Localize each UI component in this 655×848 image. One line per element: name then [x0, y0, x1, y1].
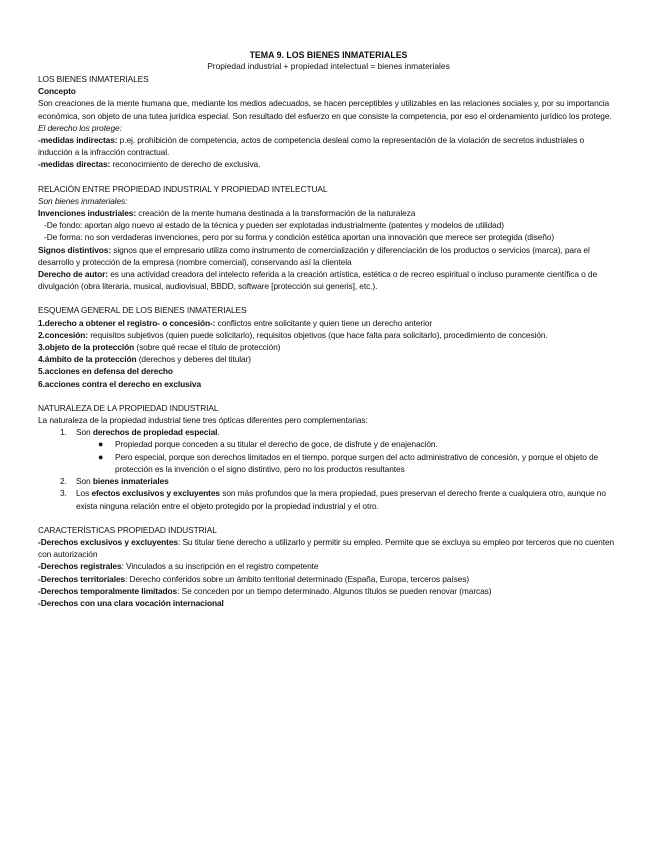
de-fondo: -De fondo: aportan algo nuevo al estado de la técnica y pueden ser explotadas industrialmente (patentes y modelos de utilidad) [44, 220, 504, 231]
caracteristica-item: -Derechos temporalmente limitados: Se conceden por un tiempo determinado. Algunos títulos se pueden renovar (marcas) [38, 585, 492, 596]
caracteristica-item: -Derechos registrales: Vinculados a su inscripción en el registro competente [38, 561, 319, 572]
page-subtitle: Propiedad industrial + propiedad intelectual = bienes inmateriales [207, 61, 450, 71]
list-item: ● Pero especial, porque son derechos limitados en el tiempo, porque surgen del acto administrativo de concesión, y porque el objeto de protección es la invención o el signo distintivo, pero no los productos resultantes [98, 451, 599, 474]
section-caracteristicas [38, 524, 619, 609]
page-title: TEMA 9. LOS BIENES INMATERIALES [249, 50, 408, 60]
signos-distintivos: Signos distintivos: signos que el empresario utiliza como instrumento de comercialización y diferenciación de los productos o servicios (marca), para el desarrollo y protección de la empresa (nombre comercial), conservando así la clientela [38, 244, 590, 267]
section-esquema [38, 304, 619, 389]
concepto-text: Son creaciones de la mente humana que, mediante los medios adecuados, se hacen perceptibles y utilizables en las relaciones sociales y, por su importancia económica, son objeto de una tutea jurídica especial. Son resultado del esfuerzo en que consiste la competencia, por eso el ordenamiento jurídico los protege. [38, 98, 612, 121]
esquema-item: 4.ámbito de la protección (derechos y deberes del titular) [38, 354, 251, 365]
caracteristica-item: -Derechos territoriales: Derecho conferidos sobre un ámbito territorial determinado (España, Europa, terceros países) [38, 573, 470, 584]
bullet-icon: ● [98, 451, 104, 462]
section-bienes-inmateriales [38, 73, 619, 171]
invenciones-industriales: Invenciones industriales: creación de la mente humana destinada a la transformación de la naturaleza [38, 208, 416, 219]
medidas-directas: -medidas directas: reconocimiento de derecho de exclusiva. [38, 159, 261, 170]
esquema-item: 5.acciones en defensa del derecho [38, 366, 173, 377]
derecho-de-autor: Derecho de autor: es una actividad creadora del intelecto referida a la creación artística, estética o de recreo espiritual o incluso puramente científica o de divulgación (obra literaria, musical, audiovisual, BBDD, software [protección sui generis], etc.). [38, 269, 598, 292]
caracteristica-item: -Derechos con una clara vocación internacional [38, 597, 224, 608]
concepto-label: Concepto [38, 86, 76, 97]
bienes-sub: Son bienes inmateriales: [38, 195, 128, 206]
section-heading: LOS BIENES INMATERIALES [38, 74, 149, 84]
naturaleza-intro: La naturaleza de la propiedad industrial tiene tres ópticas diferentes pero complementarias: [38, 415, 368, 426]
section-heading: NATURALEZA DE LA PROPIEDAD INDUSTRIAL [38, 402, 219, 413]
list-item: 3. Los efectos exclusivos y excluyentes son más profundos que la mera propiedad, pues preservan el derecho frente a cualquiera otro, aunque no exista ninguna relación entre el objeto protegido por la propiedad industrial y el otro. [60, 488, 606, 511]
protege-text: El derecho los protege: [38, 122, 122, 133]
propiedad-bullets [38, 438, 619, 475]
esquema-item: 3.objeto de la protección (sobre qué recae el título de protección) [38, 342, 281, 353]
esquema-item: 2.concesión: requisitos subjetivos (quien puede solicitarlo), requisitos objetivos (que hace falta para solicitarlo), procedimiento de concesión. [38, 329, 548, 340]
esquema-item: 6.acciones contra el derecho en exclusiva [38, 378, 202, 389]
list-item: 1. Son derechos de propiedad especial. [60, 427, 220, 438]
medidas-indirectas: -medidas indirectas: p.ej. prohibición de competencia, actos de competencia desleal como la representación de la violación de secretos industriales o inducción a la infracción contractual. [38, 135, 585, 158]
de-forma: -De forma: no son verdaderas invenciones, pero por su forma y condición estética aportan una innovación que merece ser protegida (diseño) [44, 232, 555, 243]
section-heading: ESQUEMA GENERAL DE LOS BIENES INMATERIALES [38, 305, 247, 316]
naturaleza-list [38, 426, 619, 438]
list-item: 2. Son bienes inmateriales [60, 476, 169, 487]
section-heading: RELACIÓN ENTRE PROPIEDAD INDUSTRIAL Y PROPIEDAD INTELECTUAL [38, 183, 328, 194]
esquema-item: 1.derecho a obtener el registro- o concesión-: conflictos entre solicitante y quien tiene un derecho anterior [38, 317, 433, 328]
section-heading: CARACTERÍSTICAS PROPIEDAD INDUSTRIAL [38, 524, 217, 535]
list-item: ● Propiedad porque conceden a su titular el derecho de goce, de disfrute y de enajenación. [98, 439, 438, 450]
caracteristica-item: -Derechos exclusivos y excluyentes: Su titular tiene derecho a utilizarlo y permitir su empleo. Permite que se excluya su empleo por terceros que no cuenten con autorización [38, 536, 615, 560]
bullet-icon: ● [98, 439, 104, 450]
section-naturaleza [38, 402, 619, 512]
section-relacion [38, 183, 619, 293]
naturaleza-list-cont [38, 475, 619, 512]
